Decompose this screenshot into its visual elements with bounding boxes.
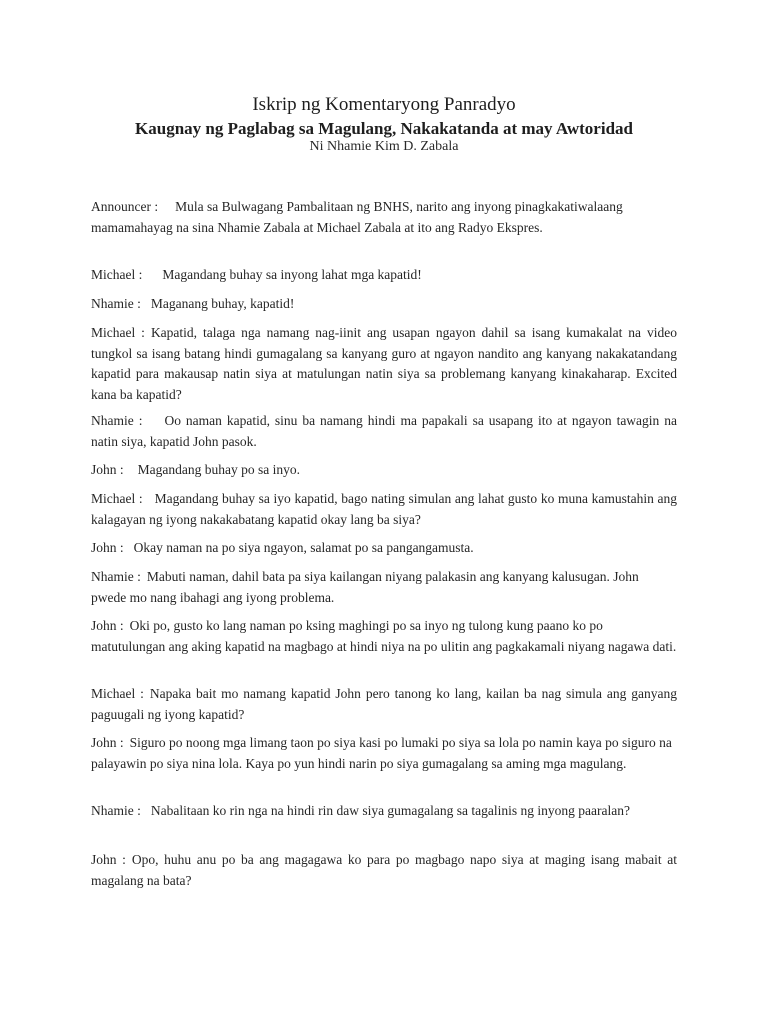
- dialogue-nhamie: [91, 801, 677, 822]
- speaker-label: John :: [91, 852, 126, 867]
- dialogue-text: Oo naman kapatid, sinu ba namang hindi ma papakali sa usapang ito at ngayon tawagin na natin siya, kapatid John pasok.: [91, 413, 677, 449]
- dialogue-john: [91, 616, 677, 657]
- dialogue-text: Nabalitaan ko rin nga na hindi rin daw siya gumagalang sa tagalinis ng inyong paaralan?: [150, 803, 630, 818]
- dialogue-john: [91, 733, 677, 774]
- document-title: Iskrip ng Komentaryong Panradyo: [252, 94, 516, 115]
- dialogue-text: Magandang buhay po sa inyo.: [137, 462, 300, 477]
- dialogue-text: Okay naman na po siya ngayon, salamat po sa pangangamusta.: [133, 540, 474, 555]
- speaker-label: John :: [91, 618, 124, 633]
- speaker-label: Michael :: [91, 491, 143, 506]
- speaker-label: Michael :: [91, 267, 143, 282]
- dialogue-michael: [91, 684, 677, 725]
- speaker-label: John :: [91, 540, 124, 555]
- dialogue-text: Maganang buhay, kapatid!: [150, 296, 295, 311]
- dialogue-john: [91, 538, 677, 559]
- speaker-label: Michael :: [91, 686, 144, 701]
- dialogue-text: Mabuti naman, dahil bata pa siya kailangan niyang palakasin ang kanyang kalusugan. John pwede mo nang ibahagi ang iyong problema.: [91, 569, 639, 605]
- speaker-label: Michael :: [91, 325, 145, 340]
- dialogue-michael: [91, 323, 677, 405]
- dialogue-text: Oki po, gusto ko lang naman po ksing maghingi po sa inyo ng tulong kung paano ko po matutulungan ang aking kapatid na magbago at hindi niya na po ulitin ang pagkakamali niyang nagawa dati.: [91, 618, 677, 654]
- dialogue-nhamie: [91, 294, 677, 315]
- document-subtitle: Kaugnay ng Paglabag sa Magulang, Nakakatanda at may Awtoridad: [135, 119, 633, 138]
- dialogue-text: Opo, huhu anu po ba ang magagawa ko para po magbago napo siya at maging isang mabait at magalang na bata?: [91, 852, 677, 888]
- speaker-label: Announcer :: [91, 199, 159, 214]
- dialogue-text: Mula sa Bulwagang Pambalitaan ng BNHS, narito ang inyong pinagkakatiwalaang mamamahayag na sina Nhamie Zabala at Michael Zabala at ito ang Radyo Ekspres.: [91, 199, 623, 235]
- dialogue-announcer: [91, 197, 677, 238]
- speaker-label: John :: [91, 462, 124, 477]
- document-author: Ni Nhamie Kim D. Zabala: [309, 139, 459, 154]
- speaker-label: John :: [91, 735, 124, 750]
- dialogue-nhamie: [91, 411, 677, 452]
- dialogue-nhamie: [91, 567, 677, 608]
- dialogue-text: Siguro po noong mga limang taon po siya kasi po lumaki po siya sa lola po namin kaya po siguro na palayawin po siya nina lola. Kaya po yun hindi narin po siya gumagalang sa aming mga magulang.: [91, 735, 672, 771]
- speaker-label: Nhamie :: [91, 803, 141, 818]
- dialogue-john: [91, 460, 677, 481]
- dialogue-text: Magandang buhay sa inyong lahat mga kapatid!: [162, 267, 422, 282]
- dialogue-text: Napaka bait mo namang kapatid John pero tanong ko lang, kailan ba nag simula ang ganyang paguugali ng iyong kapatid?: [91, 686, 677, 722]
- dialogue-text: Magandang buhay sa iyo kapatid, bago nating simulan ang lahat gusto ko muna kamustahin ang kalagayan ng iyong nakakabatang kapatid okay lang ba siya?: [91, 491, 677, 527]
- dialogue-michael: [91, 489, 677, 530]
- speaker-label: Nhamie :: [91, 296, 141, 311]
- dialogue-john: [91, 850, 677, 891]
- dialogue-text: Kapatid, talaga nga namang nag-iinit ang usapan ngayon dahil sa isang kumakalat na video tungkol sa isang batang hindi gumagalang sa kanyang guro at ngayon nandito ang kanyang nakakatandang kapatid para makausap natin siya at matulungan natin siya sa problemang kanyang kinakaharap. Excited kana ba kapatid?: [91, 325, 677, 402]
- speaker-label: Nhamie :: [91, 413, 143, 428]
- dialogue-michael: [91, 265, 677, 286]
- speaker-label: Nhamie :: [91, 569, 141, 584]
